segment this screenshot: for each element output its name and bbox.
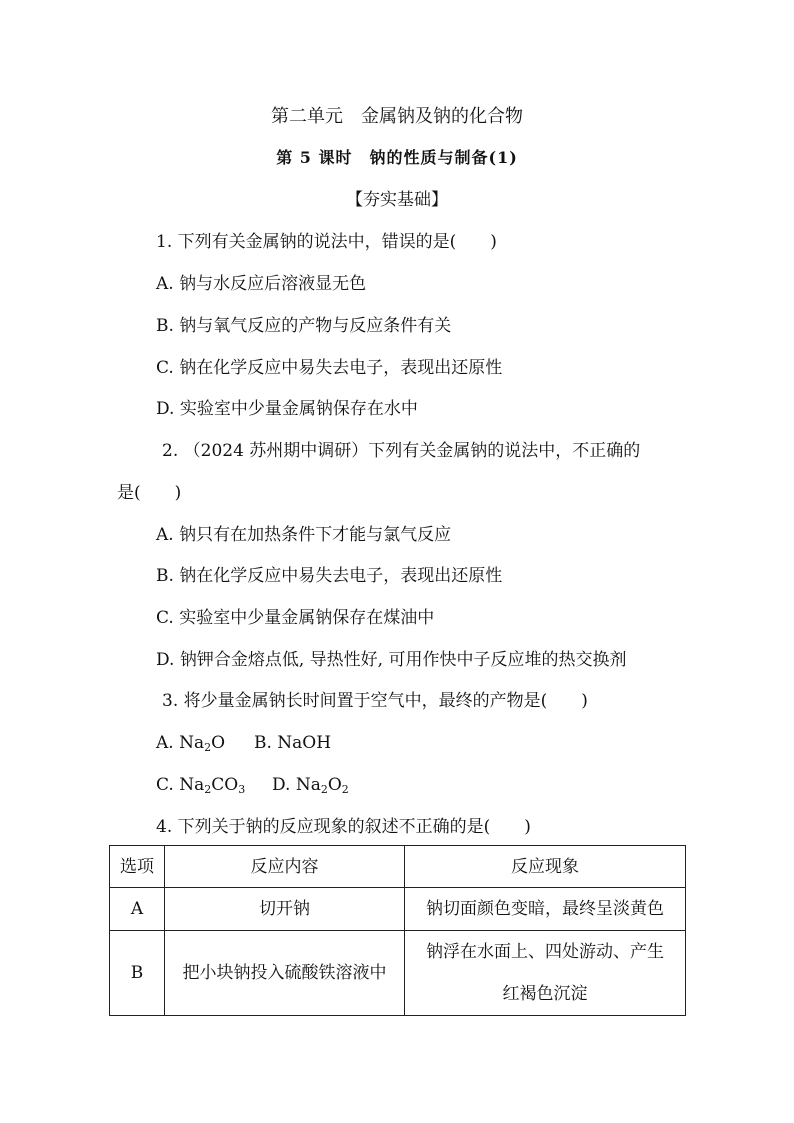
question-4-stem: 4. 下列关于钠的反应现象的叙述不正确的是( ) [156, 817, 531, 837]
q3-option-a: A. $Na_2O$ [156, 733, 226, 754]
q1-option-c: C. 钠在化学反应中易失去电子，表现出还原性 [156, 358, 503, 378]
unit-title: 第二单元 金属钠及钠的化合物 [271, 106, 523, 127]
q3-option-d: D. $Na_2O_2$ [272, 775, 349, 796]
row-b-phenomenon-line2: 红褐色沉淀 [502, 984, 588, 1004]
q1-option-d: D. 实验室中少量金属钠保存在水中 [156, 399, 418, 419]
q2-option-a: A. 钠只有在加热条件下才能与氯气反应 [156, 525, 452, 545]
q2-option-c: C. 实验室中少量金属钠保存在煤油中 [156, 608, 435, 628]
q1-option-a: A. 钠与水反应后溶液显无色 [156, 274, 367, 294]
table-header-phenomenon: 反应现象 [405, 846, 686, 888]
table-header-row [110, 846, 686, 888]
row-a-option: A [110, 888, 165, 931]
row-b-phenomenon-line1: 钠浮在水面上、四处游动、产生 [426, 942, 664, 962]
row-b-phenomenon [405, 931, 686, 1016]
q1-option-b: B. 钠与氧气反应的产物与反应条件有关 [156, 316, 452, 336]
row-b-content: 把小块钠投入硫酸铁溶液中 [165, 931, 405, 1016]
lesson-subtitle: 第 5 课时 钠的性质与制备(1) [276, 148, 518, 167]
question-1-stem: 1. 下列有关金属钠的说法中，错误的是( ) [156, 232, 497, 252]
table-row [110, 931, 686, 1016]
q3-option-b: B. NaOH [254, 733, 332, 753]
q2-option-b: B. 钠在化学反应中易失去电子，表现出还原性 [156, 566, 503, 586]
reaction-table [109, 845, 686, 1016]
question-3-stem: 3. 将少量金属钠长时间置于空气中，最终的产物是( ) [162, 691, 588, 711]
section-heading: 【夯实基础】 [346, 190, 448, 210]
question-2-stem-cont: 是( ) [117, 483, 182, 503]
table-header-content: 反应内容 [165, 846, 405, 888]
q2-option-d: D. 钠钾合金熔点低, 导热性好, 可用作快中子反应堆的热交换剂 [156, 650, 627, 670]
row-a-content: 切开钠 [165, 888, 405, 931]
question-2-stem: 2. （2024 苏州期中调研）下列有关金属钠的说法中，不正确的 [162, 441, 641, 461]
table-header-option: 选项 [110, 846, 165, 888]
row-b-option: B [110, 931, 165, 1016]
row-a-phenomenon: 钠切面颜色变暗，最终呈淡黄色 [405, 888, 686, 931]
q3-option-c: C. $Na_2CO_3$ [156, 775, 246, 796]
table-row [110, 888, 686, 931]
